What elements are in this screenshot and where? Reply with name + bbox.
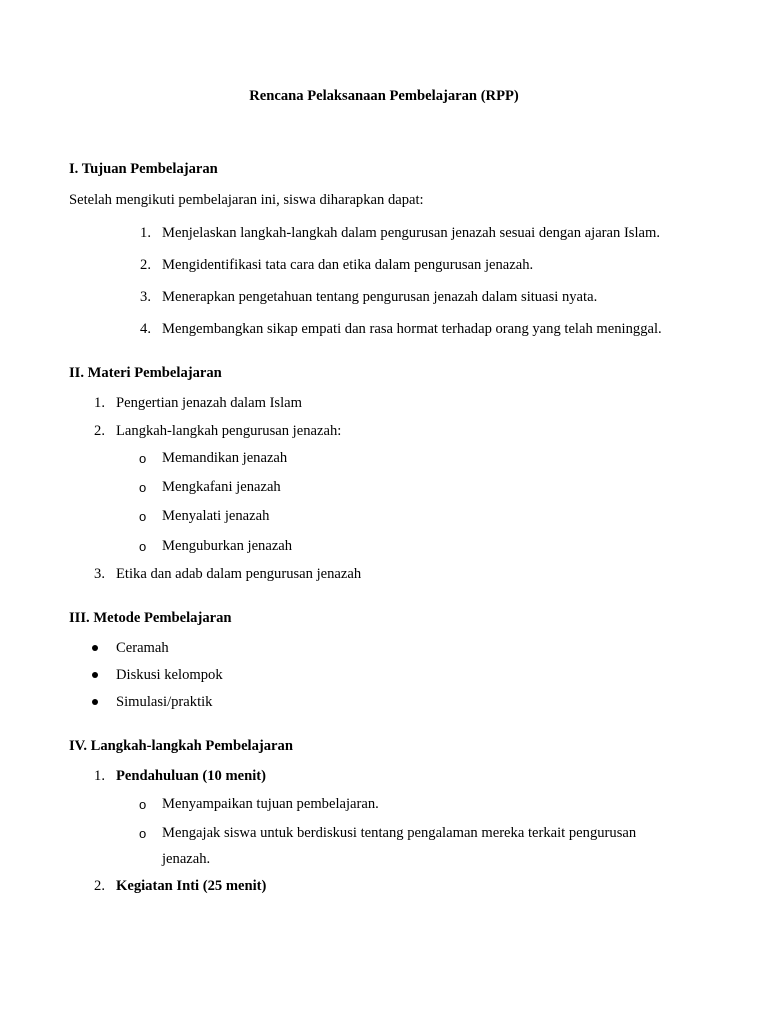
step-subitem: Menyampaikan tujuan pembelajaran. bbox=[162, 796, 379, 812]
sub-bullet-marker: o bbox=[139, 826, 147, 841]
section-1-heading: I. Tujuan Pembelajaran bbox=[69, 161, 218, 177]
step-item: Kegiatan Inti (25 menit) bbox=[116, 878, 267, 894]
step-item: Pendahuluan (10 menit) bbox=[116, 768, 267, 784]
document-title: Rencana Pelaksanaan Pembelajaran (RPP) bbox=[249, 88, 519, 104]
sub-bullet-marker: o bbox=[139, 480, 147, 495]
section-4-heading: IV. Langkah-langkah Pembelajaran bbox=[69, 738, 293, 754]
method-item: Ceramah bbox=[116, 640, 169, 656]
sub-bullet-marker: o bbox=[139, 451, 147, 466]
material-item: Langkah-langkah pengurusan jenazah: bbox=[116, 423, 342, 439]
material-subitem: Memandikan jenazah bbox=[162, 450, 288, 466]
material-subitem: Menyalati jenazah bbox=[162, 508, 270, 524]
material-number: 2. bbox=[94, 423, 105, 439]
method-item: Simulasi/praktik bbox=[116, 694, 213, 710]
step-number: 1. bbox=[94, 768, 105, 784]
section-2-heading: II. Materi Pembelajaran bbox=[69, 365, 222, 381]
objective-item: Menerapkan pengetahuan tentang pengurusan jenazah dalam situasi nyata. bbox=[162, 289, 598, 305]
material-item: Etika dan adab dalam pengurusan jenazah bbox=[116, 566, 362, 582]
bullet-icon bbox=[92, 672, 98, 678]
objective-number: 1. bbox=[140, 225, 151, 241]
step-subitem-continuation: jenazah. bbox=[162, 851, 211, 867]
material-subitem: Mengkafani jenazah bbox=[162, 479, 281, 495]
bullet-icon bbox=[92, 645, 98, 651]
step-subitem: Mengajak siswa untuk berdiskusi tentang pengalaman mereka terkait pengurusan bbox=[162, 825, 637, 841]
objective-item: Mengidentifikasi tata cara dan etika dalam pengurusan jenazah. bbox=[162, 257, 534, 273]
section-1-intro: Setelah mengikuti pembelajaran ini, siswa diharapkan dapat: bbox=[69, 192, 424, 208]
method-item: Diskusi kelompok bbox=[116, 667, 223, 683]
material-number: 3. bbox=[94, 566, 105, 582]
bullet-icon bbox=[92, 699, 98, 705]
section-3-heading: III. Metode Pembelajaran bbox=[69, 610, 232, 626]
material-subitem: Menguburkan jenazah bbox=[162, 538, 293, 554]
objective-item: Menjelaskan langkah-langkah dalam pengurusan jenazah sesuai dengan ajaran Islam. bbox=[162, 225, 661, 241]
objective-number: 3. bbox=[140, 289, 151, 305]
objective-number: 4. bbox=[140, 321, 151, 337]
objective-item: Mengembangkan sikap empati dan rasa hormat terhadap orang yang telah meninggal. bbox=[162, 321, 662, 337]
material-number: 1. bbox=[94, 395, 105, 411]
step-number: 2. bbox=[94, 878, 105, 894]
material-item: Pengertian jenazah dalam Islam bbox=[116, 395, 302, 411]
objective-number: 2. bbox=[140, 257, 151, 273]
sub-bullet-marker: o bbox=[139, 509, 147, 524]
sub-bullet-marker: o bbox=[139, 539, 147, 554]
sub-bullet-marker: o bbox=[139, 797, 147, 812]
